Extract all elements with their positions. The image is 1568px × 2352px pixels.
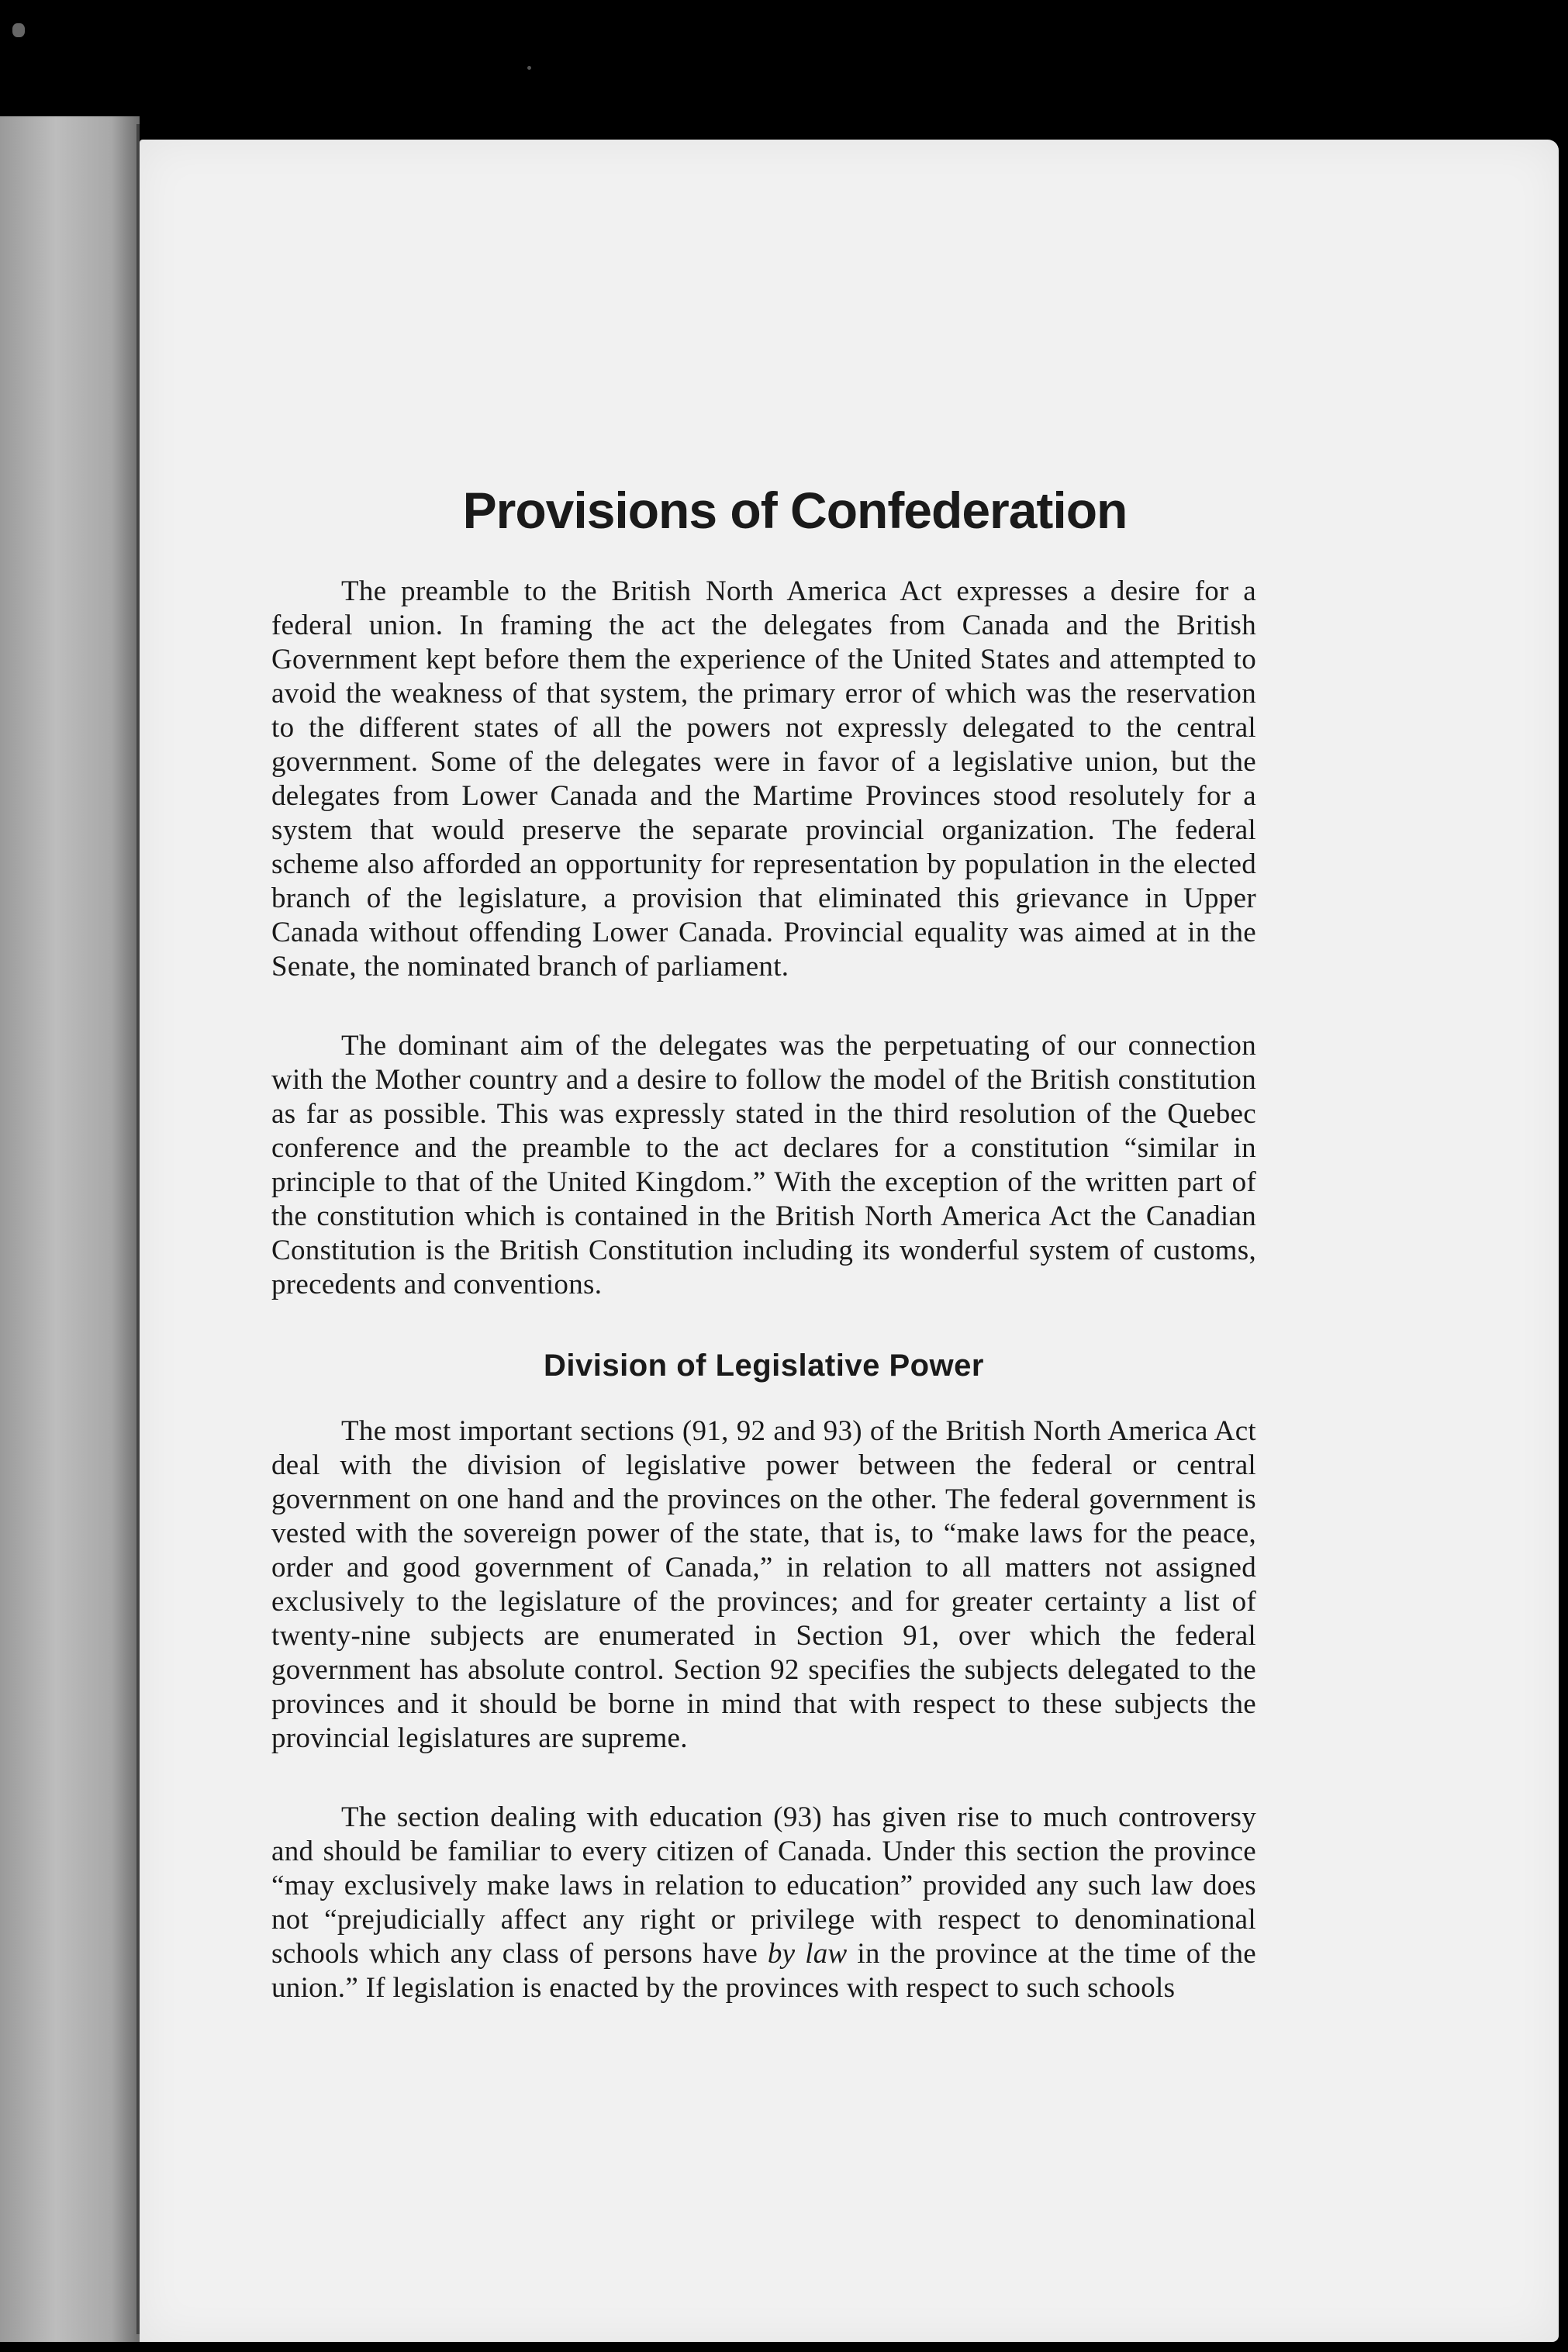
section-heading: Division of Legislative Power bbox=[544, 1349, 984, 1383]
dust-speck bbox=[12, 23, 25, 37]
paragraph-education-part2: in the province at the time of the union.” If legislation is enacted by the provinces with respect to such schools bbox=[271, 1938, 1256, 2004]
page-content bbox=[271, 481, 1256, 2050]
dust-speck-small bbox=[527, 66, 531, 70]
page-title: Provisions of Confederation bbox=[462, 482, 1128, 539]
paragraph-education bbox=[271, 1801, 1256, 2005]
left-page-edge bbox=[0, 116, 140, 2342]
paragraph-preamble: The preamble to the British North America Act expresses a desire for a federal union. In framing the act the delegates from Canada and the British Government kept before them the experience of the United States and attempted to avoid the weakness of that system, the primary error of which was the reservation to the different states of all the powers not expressly delegated to the central government. Some of the delegates were in favor of a legislative union, but the delegates from Lower Canada and the Martime Provinces stood resolutely for a system that would preserve the separate provincial organization. The federal scheme also afforded an opportunity for representation by population in the elected branch of the legislature, a provision that eliminated this grievance in Upper Canada without offending Lower Canada. Provincial equality was aimed at in the Senate, the nominated branch of parliament. bbox=[271, 575, 1256, 983]
paragraph-dominant-aim: The dominant aim of the delegates was the perpetuating of our connection with the Mother country and a desire to follow the model of the British constitution as far as possible. This was expressly stated in the third resolution of the Quebec conference and the preamble to the act declares for a constitution “similar in principle to that of the United Kingdom.” With the exception of the written part of the constitution which is contained in the British North America Act the Canadian Constitution is the British Constitution including its wonderful system of customs, precedents and conventions. bbox=[271, 1030, 1256, 1300]
paragraph-education-part1: The section dealing with education (93) has given rise to much controversy and should be familiar to every citizen of Canada. Under this section the province “may exclusively make laws in relation to education” provided any such law does not “prejudicially affect any right or privilege with respect to denominational schools which any class of persons have bbox=[271, 1801, 1256, 1970]
paragraph-legislative-power: The most important sections (91, 92 and 93) of the British North America Act deal with the division of legislative power between the federal or central government on one hand and the provinces on the other. The federal government is vested with the sovereign power of the state, that is, to “make laws for the peace, order and good government of Canada,” in relation to all matters not assigned exclusively to the legislature of the provinces; and for greater certainty a list of twenty-nine subjects are enumerated in Section 91, over which the federal government has absolute control. Section 92 specifies the subjects delegated to the provinces and it should be borne in mind that with respect to these subjects the provincial legislatures are supreme. bbox=[271, 1415, 1256, 1754]
emphasis-by-law: by law bbox=[767, 1938, 848, 1970]
